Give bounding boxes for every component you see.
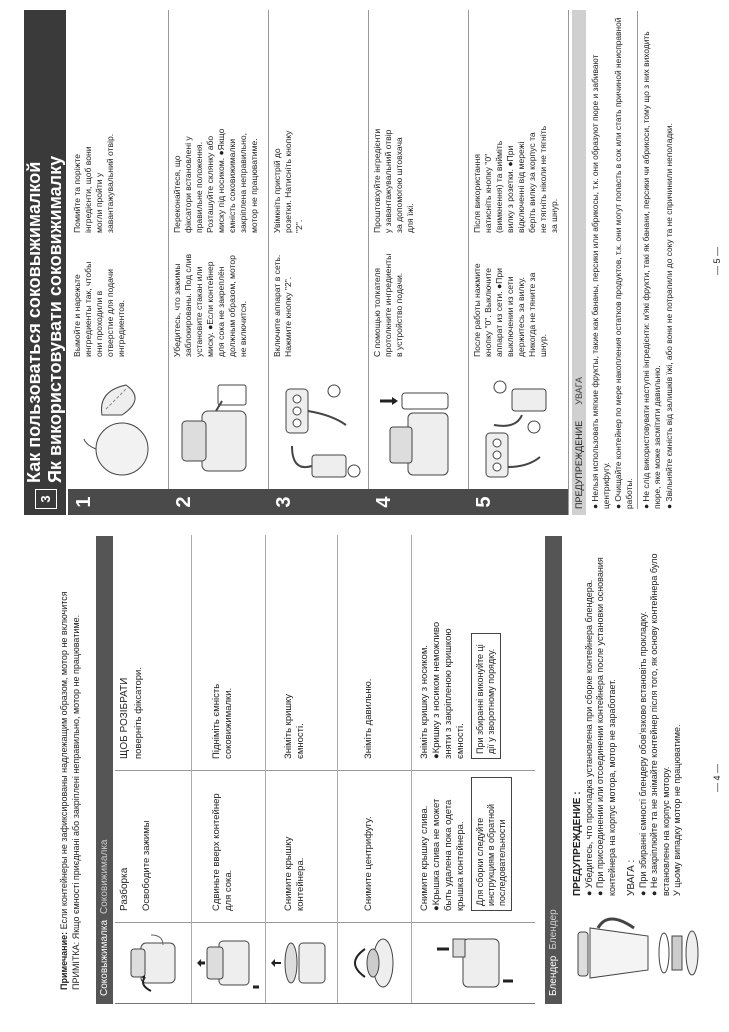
col-divider bbox=[115, 922, 535, 923]
row-divider bbox=[191, 535, 192, 1003]
blender-warning bbox=[572, 536, 684, 896]
step-4-ru: С помощью толкателя протолкните ингредиенты в устройство подачи. bbox=[372, 253, 404, 357]
row2-ua: Підніміть ємність соковижималки. bbox=[211, 683, 234, 759]
row-divider bbox=[265, 535, 266, 1003]
row3-ua: Зніміть кришку ємності. bbox=[283, 693, 306, 759]
section-title-ru: Как пользоваться соковыжималкой bbox=[24, 161, 44, 483]
step-1 bbox=[68, 10, 169, 515]
juicer-warning-head-ua: УВАГА bbox=[574, 377, 584, 405]
note-text-ru: Если контейнеры не зафиксированы надлежащим образом, мотор не включится bbox=[59, 591, 69, 930]
row1-ua: поверніть фіксатори. bbox=[133, 666, 144, 759]
row4-ua: Зніміть давильню. bbox=[363, 678, 374, 759]
juicer-with-cup-illustration bbox=[172, 375, 267, 485]
blender-warning-ua-2: ● Не закріплюйте та не знімайте контейнер після того, як основу контейнера було встановлено на корпус мотору. bbox=[649, 553, 671, 896]
juicer-warning-head bbox=[572, 10, 586, 515]
disassembly-head-ru: Разборка bbox=[119, 867, 130, 911]
apple-cutting-illustration bbox=[72, 375, 167, 485]
note-label-ru: Примечание: bbox=[59, 931, 69, 990]
page-number-left: — 4 — bbox=[712, 763, 722, 792]
col-divider bbox=[115, 770, 535, 771]
unplug-illustration bbox=[472, 375, 567, 485]
row-divider bbox=[411, 535, 412, 1003]
step-4-ua: Проштовхуйте інгредієнти у завантажувальний отвір за допомогою штовхача для їжі. bbox=[372, 128, 415, 233]
note-block bbox=[58, 550, 82, 990]
warning-divider bbox=[637, 11, 638, 509]
row5-ru-main: Снимите крышку слива. bbox=[419, 805, 430, 911]
row1-ru: Освободите зажимы bbox=[141, 820, 152, 911]
clamp-release-illustration bbox=[123, 929, 190, 997]
row5-ua-main: Зніміть кришку з носиком. bbox=[419, 645, 430, 759]
section-title-ua: Як використовувати соковижималку bbox=[45, 155, 65, 483]
juicer-bar-ru: Соковыжималка bbox=[99, 919, 110, 996]
blender-warning-head-ru: ПРЕДУПРЕЖДЕНИЕ : bbox=[572, 791, 583, 896]
section-number: 3 bbox=[35, 489, 57, 509]
step-number: 1 bbox=[68, 489, 168, 515]
blender-warning-ua-3: У цьому випадку мотор не працюватиме. bbox=[672, 724, 682, 896]
remove-lid-illustration bbox=[271, 929, 338, 997]
reassembly-box-ru: Для сборки следуйте инструкциям в обратной последовательности bbox=[471, 777, 512, 911]
row5-ua-bullet: ●Кришку з носиком неможливо зняти з закріпленою кришкою ємності. bbox=[431, 621, 466, 759]
juicer-section-bar bbox=[96, 536, 113, 1004]
blender-exploded-illustration bbox=[572, 902, 707, 998]
step-number: 3 bbox=[268, 489, 368, 515]
blender-warning-ua-1: ● При збиранні ємності блендеру обов'язково встановіть прокладку. bbox=[637, 611, 648, 896]
juicer-warning-ru-2: ● Очищайте контейнер по мере накопления остатков продуктов, т.к. они могут попасть в сок или стать причиной неисправной работы. bbox=[613, 17, 634, 509]
disassembly-head-ua: ЩОБ РОЗІБРАТИ bbox=[119, 677, 130, 759]
lift-container-illustration bbox=[197, 929, 264, 997]
step-3-ua: Увімкніть пристрій до розетки. Натисніть кнопку "2". bbox=[272, 130, 304, 233]
step-3-ru: Включите аппарат в сеть. Нажмите кнопку "2". bbox=[272, 254, 293, 357]
remove-centrifuge-illustration bbox=[343, 929, 410, 997]
note-text-ua: Якщо ємності приєднані або закріплені неправильно, мотор не працюватиме. bbox=[71, 614, 81, 940]
juicer-warning-head-ru: ПРЕДУПРЕЖДЕНИЕ bbox=[574, 420, 584, 509]
row2-ru: Сдвиньте вверх контейнер для сока. bbox=[211, 793, 234, 911]
blender-warning-head-ua: УВАГА : bbox=[626, 859, 637, 896]
juicer-bar-ua: Соковижималка bbox=[99, 839, 110, 914]
step-5-ua: Після використання натисніть кнопку "0" (вимкнення) та вийміть вилку з розетки. ●При відключенні від мережі беріть вилку за корпус та не тягніть ніколи не тягніть за шнур. bbox=[472, 125, 559, 233]
blender-section-bar bbox=[545, 536, 562, 1004]
step-5 bbox=[468, 10, 569, 515]
step-number: 2 bbox=[168, 489, 268, 515]
step-number: 4 bbox=[368, 489, 468, 515]
remove-spout-lid-illustration bbox=[433, 929, 518, 997]
page-right bbox=[0, 0, 729, 515]
disassembly-table bbox=[115, 535, 535, 1004]
juicer-warning-ua-1: ● Не слід використовувати наступні інгредієнти: м'які фрукти, такі як банани, персики чи абрикоси, тому що з них виходить пюре, яке може засмітити давильню. bbox=[641, 31, 662, 509]
step-1-ru: Вымойте и нарежьте ингредиенты так, чтобы они проходили в отверстие для подачи ингредиентов. bbox=[72, 261, 126, 357]
blender-bar-ua: Блендер bbox=[548, 909, 559, 950]
pusher-feeding-illustration bbox=[372, 375, 467, 485]
juicer-warning-list bbox=[590, 11, 677, 509]
blender-warning-ru-1: ● Убедитесь, что прокладка установлена при сборке контейнера блендера. bbox=[583, 579, 594, 896]
row4-ru: Снимите центрифугу. bbox=[363, 816, 374, 911]
step-1-ua: Помийте та поріжте інгредієнти, щоб вони могли пройти у завантажувальний отвір. bbox=[72, 133, 115, 233]
row5-ru-bullet: ●Крышка слива не может быть удалена пока одета крышка контейнера. bbox=[431, 798, 466, 911]
page-number-right: — 5 — bbox=[712, 246, 722, 275]
reassembly-box-ua: При збиранні виконуйте ці дії у зворотному порядку. bbox=[471, 633, 501, 759]
juicer-warning-ua-2: ● Звільняйте ємність від залишків їжі, або вони не потрапили до соку та не спричинили неполадки. bbox=[664, 123, 674, 509]
page-left bbox=[0, 517, 729, 1032]
step-number: 5 bbox=[468, 489, 568, 515]
blender-bar-ru: Блендер bbox=[548, 955, 559, 996]
step-2-ua: Переконайтеся, що фіксатори встановлені у правильне положення. Розташуйте склянку або миску під носиком. ●Якщо ємність соковижималки закріплена неправильно, мотор не працюватиме. bbox=[172, 128, 259, 233]
juicer-warning-ru-1: ● Нельзя использовать мягкие фрукты, такие как бананы, персики или абрикосы, т.к. они образуют пюре и забивают центрифугу. bbox=[590, 54, 611, 509]
plug-and-press-illustration bbox=[272, 375, 367, 485]
section-title-bar bbox=[24, 10, 66, 515]
note-label-ua: ПРИМІТКА: bbox=[71, 941, 81, 990]
blender-warning-ru-2: ● При присоединении или отсоединении контейнера после установки основания контейнера на корпус мотора, мотор не заработает. bbox=[595, 557, 617, 896]
step-4 bbox=[368, 10, 469, 515]
step-2-ru: Убедитесь, что зажимы заблокированы. Под слив установите стакан или миску. ●Если контейнер для сока не закреплён должным образом, мотор не включится. bbox=[172, 253, 248, 357]
step-3 bbox=[268, 10, 369, 515]
step-5-ru: После работы нажмите кнопку "0". Выключите аппарат из сети. ●При выключении из сети держитесь за вилку. Никогда не тяните за шнур. bbox=[472, 263, 548, 357]
step-2 bbox=[168, 10, 269, 515]
row3-ru: Снимите крышку контейнера. bbox=[283, 836, 306, 911]
